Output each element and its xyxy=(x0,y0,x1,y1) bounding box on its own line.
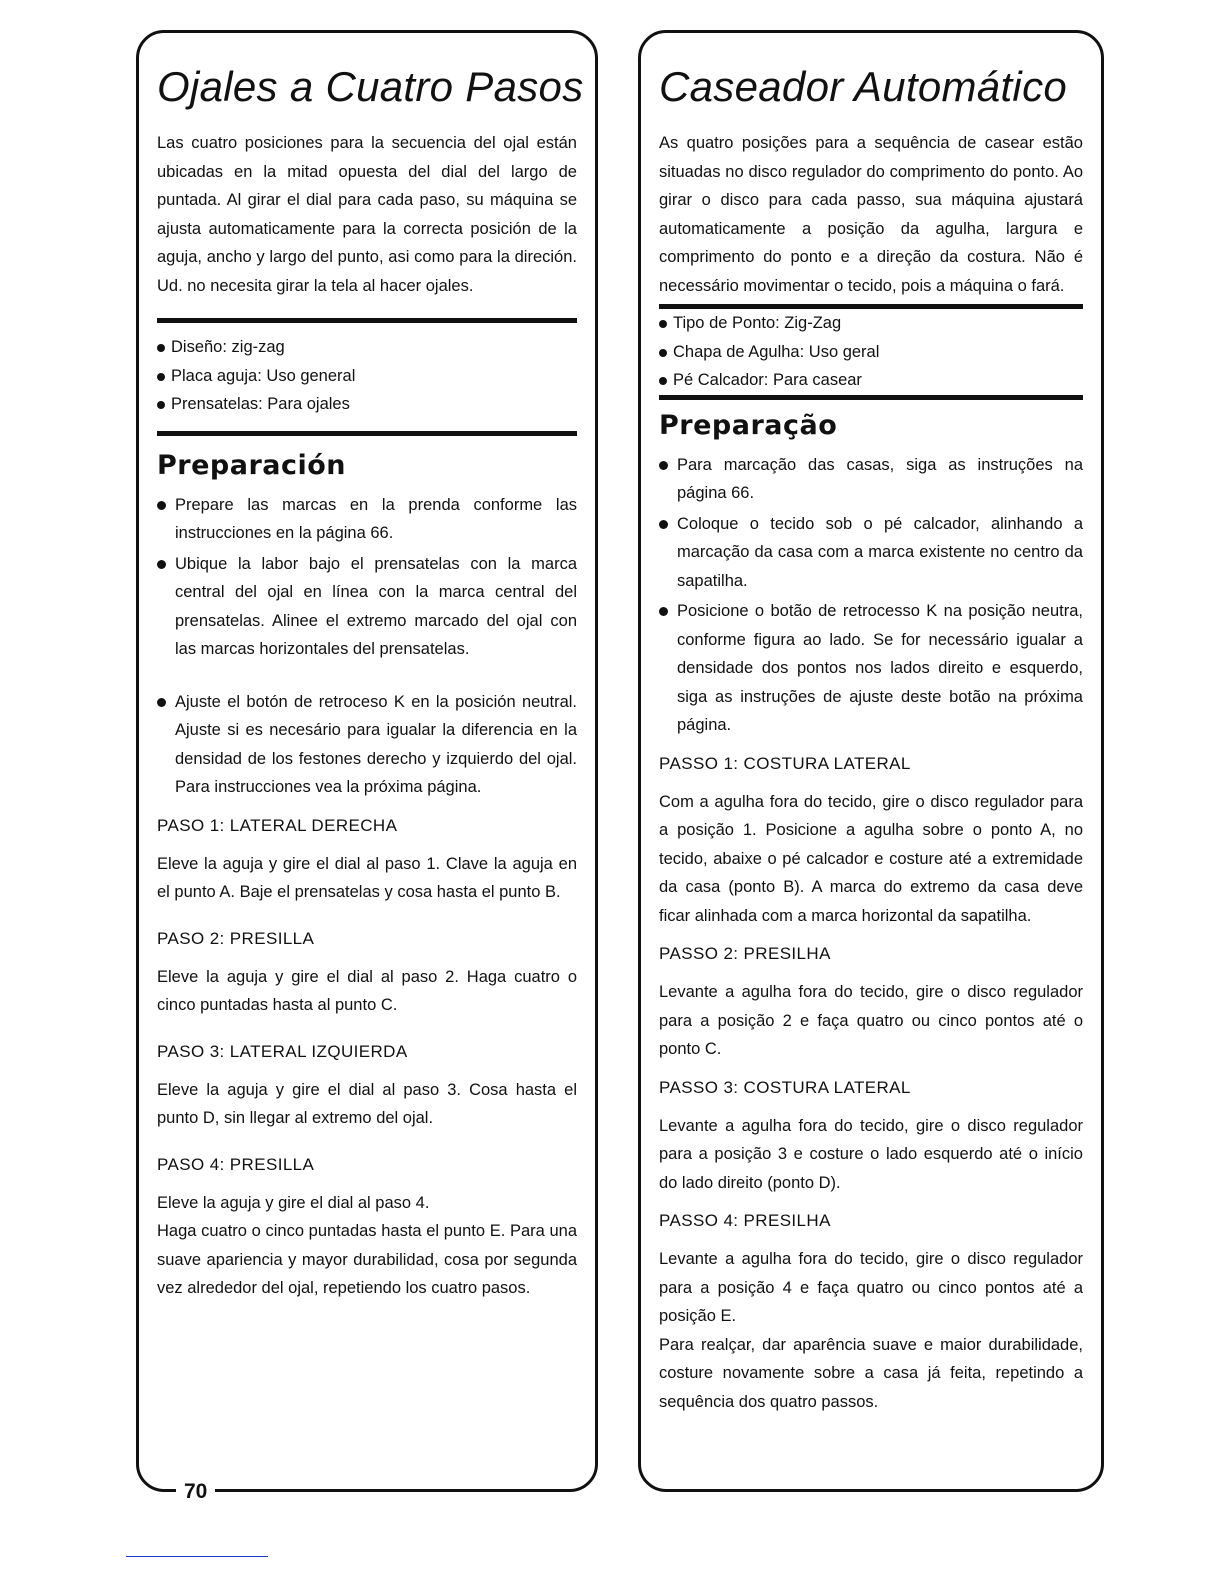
left-spec-item: Prensatelas: Para ojales xyxy=(157,390,577,419)
left-spec-item: Diseño: zig-zag xyxy=(157,333,577,362)
right-spec-item: Chapa de Agulha: Uso geral xyxy=(659,338,1083,367)
left-title: Ojales a Cuatro Pasos xyxy=(157,63,584,110)
left-step-4-text: Eleve la aguja y gire el dial al paso 4. xyxy=(157,1193,430,1212)
left-prep-heading: Preparación xyxy=(157,449,347,481)
right-step-1-text: Com a agulha fora do tecido, gire o disco regulador para a posição 1. Posicione a agulha sobre o ponto A, no tecido, abaixe o pé calcador e costure até a extremidade da casa (ponto B). A marca do extremo da casa deve ficar alinhada com a marca horizontal da sapatilha. xyxy=(659,792,1083,925)
right-step-3-text: Levante a agulha fora do tecido, gire o disco regulador para a posição 3 e costure o lado esquerdo até o início do lado direito (ponto D). xyxy=(659,1116,1083,1192)
bottom-link-underline xyxy=(126,1556,268,1557)
left-spec-item: Placa aguja: Uso general xyxy=(157,362,577,391)
right-prep-item: Para marcação das casas, siga as instruções na página 66. xyxy=(659,451,1083,508)
right-step-4-heading: PASSO 4: PRESILHA xyxy=(659,1211,831,1230)
right-spec-item: Pé Calcador: Para casear xyxy=(659,366,1083,395)
left-step-4-heading: PASO 4: PRESILLA xyxy=(157,1154,315,1174)
left-step-1-heading: PASO 1: LATERAL DERECHA xyxy=(157,815,398,835)
right-spec-item: Tipo de Ponto: Zig-Zag xyxy=(659,309,1083,338)
right-spec-list xyxy=(659,309,1083,395)
right-step-2-heading: PASSO 2: PRESILHA xyxy=(659,944,831,963)
right-step-4-text: Levante a agulha fora do tecido, gire o disco regulador para a posição 4 e faça quatro ou cinco pontos até a posição E. xyxy=(659,1250,1083,1325)
right-prep-item: Coloque o tecido sob o pé calcador, alinhando a marcação da casa com a marca existente no centro da sapatilha. xyxy=(659,510,1083,596)
left-step-3-text: Eleve la aguja y gire el dial al paso 3. Cosa hasta el punto D, sin llegar al extremo del ojal. xyxy=(157,1080,577,1127)
left-prep-item: Prepare las marcas en la prenda conforme las instrucciones en la página 66. xyxy=(157,491,577,548)
right-bottom-rule xyxy=(659,395,1083,400)
right-closing-text: Para realçar, dar aparência suave e maior durabilidade, costure novamente sobre a casa já feita, repetindo a sequência dos quatro passos. xyxy=(659,1335,1083,1411)
left-top-rule xyxy=(157,318,577,323)
left-step-1-text: Eleve la aguja y gire el dial al paso 1. Clave la aguja en el punto A. Baje el prensatelas y cosa hasta el punto B. xyxy=(157,854,577,901)
left-step-2-heading: PASO 2: PRESILLA xyxy=(157,928,315,948)
right-title: Caseador Automático xyxy=(659,63,1068,110)
right-step-1-heading: PASSO 1: COSTURA LATERAL xyxy=(659,753,911,773)
right-prep-list xyxy=(659,451,1083,740)
left-step-3-heading: PASO 3: LATERAL IZQUIERDA xyxy=(157,1041,408,1061)
right-intro: As quatro posições para a sequência de casear estão situadas no disco regulador do comprimento do ponto. Ao girar o disco para cada passo, sua máquina ajustará automaticamente a posição da agulha, largura e comprimento do ponto e a direção da costura. Não é necessário movimentar o tecido, pois a máquina o fará. xyxy=(659,134,1083,295)
left-closing-text: Haga cuatro o cinco puntadas hasta el punto E. Para una suave apariencia y mayor durabilidad, cosa por segunda vez alrededor del ojal, repetiendo los cuatro pasos. xyxy=(157,1222,577,1297)
left-prep-item: Ubique la labor bajo el prensatelas con la marca central del ojal en línea con la marca central del prensatelas. Alinee el extremo marcado del ojal con las marcas horizontales del prensatelas. xyxy=(157,550,577,664)
left-prep-item: Ajuste el botón de retroceso K en la posición neutral. Ajuste si es necesário para igualar la diferencia en la densidad de los festones derecho y izquierdo del ojal. Para instrucciones vea la próxima página. xyxy=(157,688,577,802)
left-panel xyxy=(136,30,598,1492)
right-step-2-text: Levante a agulha fora do tecido, gire o disco regulador para a posição 2 e faça quatro ou cinco pontos até o ponto C. xyxy=(659,983,1083,1058)
left-spec-list xyxy=(157,333,577,419)
right-prep-item: Posicione o botão de retrocesso K na posição neutra, conforme figura ao lado. Se for necessário igualar a densidade dos pontos nos lados direito e esquerdo, siga as instruções de ajuste deste botão na próxima página. xyxy=(659,597,1083,740)
left-prep-list xyxy=(157,491,577,802)
left-bottom-rule xyxy=(157,431,577,436)
left-step-2-text: Eleve la aguja y gire el dial al paso 2. Haga cuatro o cinco puntadas hasta al punto C. xyxy=(157,967,577,1014)
right-panel xyxy=(638,30,1104,1492)
left-intro: Las cuatro posiciones para la secuencia del ojal están ubicadas en la mitad opuesta del dial del largo de puntada. Al girar el dial para cada paso, su máquina se ajusta automaticamente para la correcta posición de la aguja, ancho y largo del punto, asi como para la direción. Ud. no necesita girar la tela al hacer ojales. xyxy=(157,134,577,295)
right-step-3-heading: PASSO 3: COSTURA LATERAL xyxy=(659,1077,911,1097)
right-prep-heading: Preparação xyxy=(659,409,838,441)
page-number: 70 xyxy=(176,1480,215,1504)
